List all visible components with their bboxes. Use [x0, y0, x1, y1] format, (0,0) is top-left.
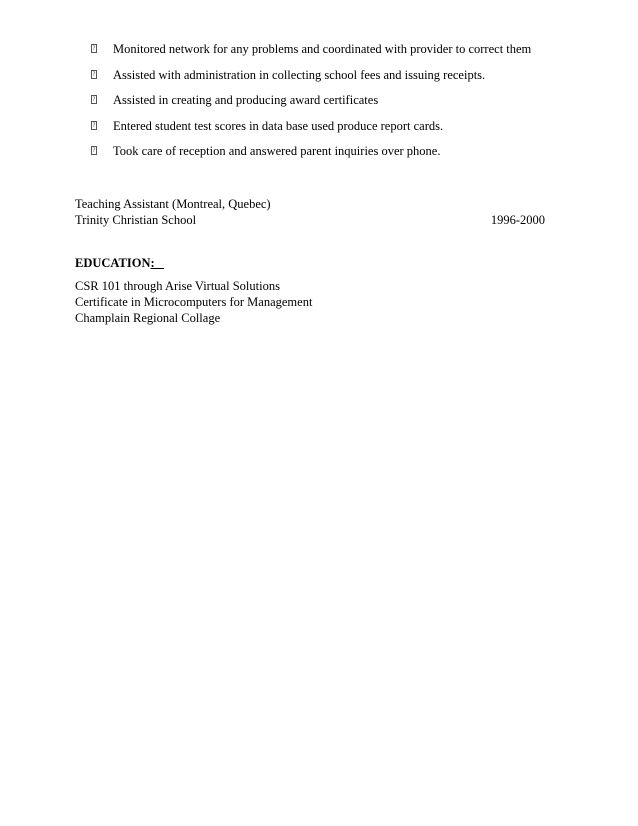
bullet-placeholder-icon: ? — [92, 147, 96, 154]
bullet-placeholder-icon: ? — [92, 121, 96, 129]
education-heading-underline: : — [150, 256, 165, 270]
bullet-text: Took care of reception and answered parent inquiries over phone. — [113, 144, 441, 158]
education-item: Champlain Regional Collage — [75, 311, 221, 325]
bullet-placeholder-icon: ? — [92, 45, 96, 52]
bullet-text: Entered student test scores in data base used produce report cards. — [113, 118, 444, 133]
job-years: 1996-2000 — [490, 213, 545, 227]
bullet-text: Monitored network for any problems and coordinated with provider to correct them — [113, 42, 532, 56]
bullet-item — [91, 67, 611, 83]
bullet-placeholder-icon: ? — [92, 70, 96, 78]
bullet-item — [91, 41, 611, 57]
bullet-item — [91, 118, 611, 134]
job-employer-line — [75, 212, 545, 228]
job-title: Teaching Assistant (Montreal, Quebec) — [75, 197, 271, 211]
duties-bullet-list — [91, 41, 611, 169]
bullet-item — [91, 92, 611, 108]
job-employer: Trinity Christian School — [75, 213, 197, 227]
education-item: CSR 101 through Arise Virtual Solutions — [75, 279, 280, 293]
bullet-text: Assisted in creating and producing award certificates — [113, 93, 379, 107]
job-entry — [75, 196, 545, 228]
education-heading — [75, 255, 164, 271]
bullet-placeholder-icon: ? — [92, 96, 96, 103]
bullet-item — [91, 143, 611, 159]
bullet-text: Assisted with administration in collecting school fees and issuing receipts. — [113, 67, 486, 82]
education-list — [75, 278, 475, 326]
education-heading-text: EDUCATION — [75, 256, 151, 270]
education-item: Certificate in Microcomputers for Management — [75, 295, 313, 309]
